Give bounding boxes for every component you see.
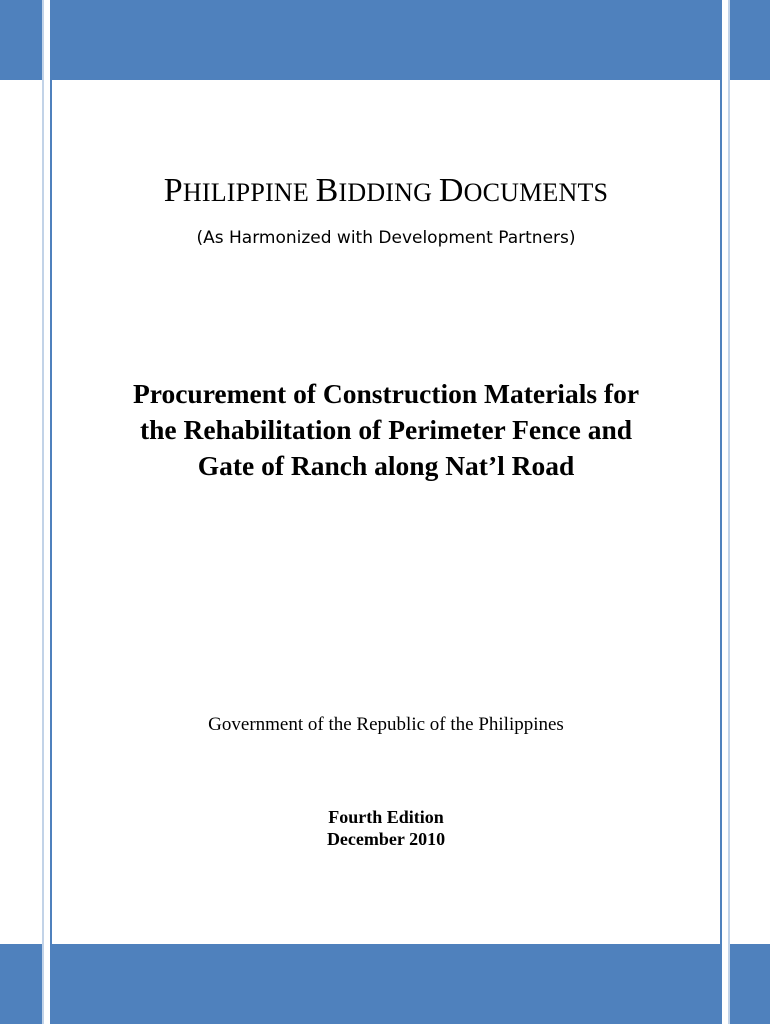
top-band-right [730, 0, 770, 80]
project-title [52, 376, 720, 484]
left-outer-rule [42, 0, 44, 1024]
edition-date: December 2010 [326, 829, 446, 849]
title-cap-2: B [315, 172, 339, 209]
title-cap-3: D [438, 172, 464, 209]
bottom-band-right [730, 944, 770, 1024]
right-inner-rule [720, 0, 722, 1024]
top-band-left [0, 0, 42, 80]
right-outer-rule [728, 0, 730, 1024]
project-title-line: Procurement of Construction Materials for [132, 378, 640, 409]
project-title-line: Gate of Ranch along Nat’l Road [197, 450, 575, 481]
cover-content [52, 80, 720, 944]
bottom-band [52, 944, 720, 1024]
document-subtitle: (As Harmonized with Development Partners) [196, 228, 576, 248]
title-rest-3: OCUMENTS [463, 178, 609, 207]
project-title-line: the Rehabilitation of Perimeter Fence and [139, 414, 633, 445]
edition-block [52, 806, 720, 850]
top-band [52, 0, 720, 80]
edition-label: Fourth Edition [328, 807, 444, 827]
government-name: Government of the Republic of the Philippines [208, 714, 564, 735]
bottom-band-left [0, 944, 42, 1024]
title-rest-2: IDDING [338, 178, 439, 207]
document-title [52, 172, 720, 210]
title-rest-1: HILIPPINE [182, 178, 316, 207]
title-cap-1: P [163, 172, 183, 209]
